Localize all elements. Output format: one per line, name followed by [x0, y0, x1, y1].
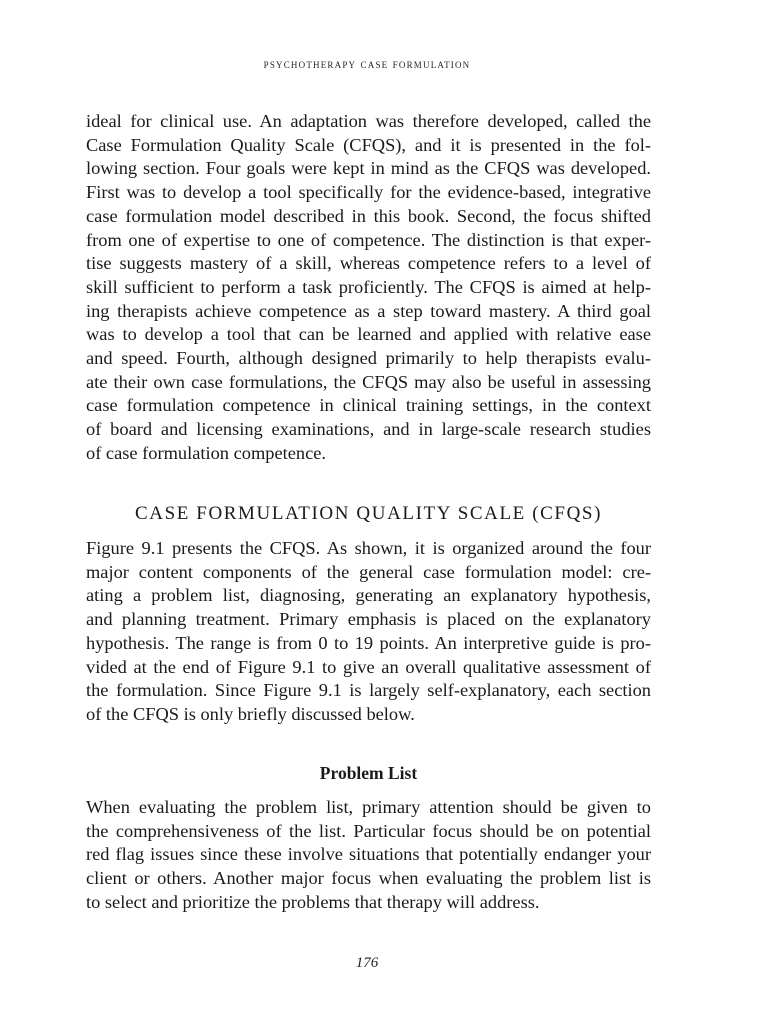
text-line: Figure 9.1 presents the CFQS. As shown, it is organized around the four — [86, 538, 651, 558]
section-heading: CASE FORMULATION QUALITY SCALE (CFQS) — [134, 503, 602, 524]
text-line: the formulation. Since Figure 9.1 is largely self-explanatory, each section — [86, 680, 651, 701]
text-line: and planning treatment. Primary emphasis is placed on the explanatory — [86, 609, 651, 630]
text-line: major content components of the general case formulation model: cre- — [86, 561, 651, 582]
text-line: Case Formulation Quality Scale (CFQS), and it is presented in the fol- — [86, 134, 651, 155]
text-line: case formulation competence in clinical training settings, in the context — [86, 395, 651, 416]
text-line: of case formulation competence. — [86, 442, 326, 463]
text-line: of the CFQS is only briefly discussed below. — [86, 703, 415, 724]
text-line: case formulation model described in this book. Second, the focus shifted — [86, 205, 651, 226]
text-line: to select and prioritize the problems that therapy will address. — [86, 891, 540, 912]
text-line: ate their own case formulations, the CFQS may also be useful in assessing — [86, 371, 651, 392]
text-line: hypothesis. The range is from 0 to 19 points. An interpretive guide is pro- — [86, 632, 651, 653]
text-line: client or others. Another major focus when evaluating the problem list is — [86, 868, 651, 889]
text-line: and speed. Fourth, although designed primarily to help therapists evalu- — [86, 348, 651, 369]
text-line: lowing section. Four goals were kept in mind as the CFQS was developed. — [86, 158, 651, 179]
subheading: Problem List — [319, 763, 418, 783]
body-paragraph — [86, 796, 651, 915]
text-line: the comprehensiveness of the list. Particular focus should be on potential — [86, 820, 651, 841]
text-line: from one of expertise to one of competence. The distinction is that exper- — [86, 229, 651, 250]
text-line: red flag issues since these involve situations that potentially endanger your — [86, 844, 651, 865]
text-line: ating a problem list, diagnosing, generating an explanatory hypothesis, — [86, 585, 651, 606]
running-head: psychotherapy case formulation — [263, 57, 471, 71]
text-line: When evaluating the problem list, primary attention should be given to — [86, 797, 651, 817]
text-line: ideal for clinical use. An adaptation was therefore developed, called the — [86, 111, 651, 131]
text-line: First was to develop a tool specifically for the evidence-based, integrative — [86, 182, 651, 203]
text-line: of board and licensing examinations, and in large-scale research studies — [86, 419, 651, 440]
body-paragraph — [86, 110, 651, 466]
text-line: vided at the end of Figure 9.1 to give an overall qualitative assessment of — [86, 656, 651, 677]
page-number: 176 — [355, 955, 379, 971]
body-paragraph — [86, 537, 651, 727]
text-line: ing therapists achieve competence as a step toward mastery. A third goal — [86, 300, 651, 321]
text-line: skill sufficient to perform a task proficiently. The CFQS is aimed at help- — [86, 276, 651, 297]
text-line: was to develop a tool that can be learned and applied with relative ease — [86, 324, 651, 345]
text-line: tise suggests mastery of a skill, whereas competence refers to a level of — [86, 253, 651, 274]
